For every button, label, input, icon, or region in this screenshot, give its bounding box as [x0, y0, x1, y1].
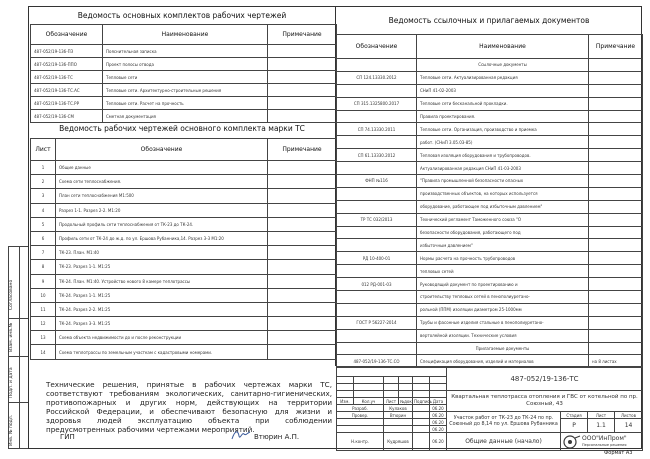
table-cell	[337, 136, 417, 149]
sheets-value: 14	[615, 419, 643, 433]
table-cell	[337, 162, 417, 175]
table-cell: ТР ТС 032/2013	[337, 213, 417, 226]
table-cell: СНиП 41-02-2003	[417, 84, 589, 97]
table-row	[337, 71, 643, 84]
table-row	[337, 316, 643, 329]
table-cell	[589, 149, 643, 162]
table-cell	[337, 342, 417, 355]
table-cell: работ. (СНиП 3.05.03-85)	[417, 136, 589, 149]
table-row	[337, 149, 643, 162]
table-cell	[589, 71, 643, 84]
table-cell	[268, 97, 337, 110]
table-cell	[589, 213, 643, 226]
table-cell: Тепловые сети бесканальной прокладки.	[417, 97, 589, 110]
table-cell	[589, 200, 643, 213]
table-cell	[589, 278, 643, 291]
table-cell: Разрез 1-1. Разрез 2-2. М1:20	[56, 203, 268, 217]
table-cell: 6	[31, 231, 56, 245]
table-row	[337, 136, 643, 149]
stage-header: Лист	[588, 412, 615, 419]
table-cell: 7	[31, 246, 56, 260]
table-row	[337, 252, 643, 265]
table-cell: 487-052/19-136-ТС.РР	[31, 97, 103, 110]
table-row	[337, 200, 643, 213]
table-cell	[589, 252, 643, 265]
table-row	[337, 278, 643, 291]
table-cell	[589, 226, 643, 239]
table-row	[337, 123, 643, 136]
table-cell	[589, 97, 643, 110]
table-cell	[337, 265, 417, 278]
table-cell	[337, 303, 417, 316]
table-cell	[268, 246, 337, 260]
table-cell: ТК-23. План. М1:40	[56, 246, 268, 260]
table-cell	[337, 59, 417, 72]
main-sets-table	[30, 24, 337, 123]
table-cell: Тепловые сети. Архитектурно-строительные решения	[103, 84, 268, 97]
table-cell	[589, 265, 643, 278]
col-kol: Кол.уч	[354, 398, 384, 405]
person-name: Кудряшов	[384, 433, 413, 451]
table-cell	[268, 45, 337, 58]
side-label-agreed: Согласовано	[9, 279, 14, 310]
main-sets-title: Ведомость основных комплектов рабочих чертежей	[77, 11, 287, 20]
table-cell: СП 124.13330.2012	[337, 71, 417, 84]
table-cell: ФНП №116	[337, 175, 417, 188]
table-cell: 12	[31, 317, 56, 331]
table-cell: Нормы расчета на прочность трубопроводов	[417, 252, 589, 265]
table-cell: ТК-23. Разрез 1-1. М1:25	[56, 260, 268, 274]
table-row	[337, 110, 643, 123]
table-cell: безопасности оборудования, работающего под	[417, 226, 589, 239]
table-cell	[337, 226, 417, 239]
person-date: 06.20	[430, 412, 447, 419]
table-cell: ТК-24. Разрез 1-1. М1:25	[56, 288, 268, 302]
table-cell: 487-052/19-136-СМ	[31, 110, 103, 123]
table-cell: 10	[31, 288, 56, 302]
person-date: 06.20	[430, 419, 447, 426]
table-cell	[589, 175, 643, 188]
table-cell: 012 РД-001-03	[337, 278, 417, 291]
table-row	[337, 291, 643, 304]
person-date: 06.20	[430, 433, 447, 451]
table-cell	[589, 316, 643, 329]
table-row	[31, 84, 337, 97]
table-row	[31, 246, 337, 260]
table-cell	[589, 291, 643, 304]
table-row	[31, 110, 337, 123]
table-cell: Технический регламент Таможенного союза "О	[417, 213, 589, 226]
table-row	[337, 329, 643, 342]
gip-name: Втюрин А.П.	[254, 433, 300, 441]
table-cell	[337, 329, 417, 342]
col-header: Примечание	[268, 139, 337, 161]
company-logo	[562, 435, 582, 449]
table-cell	[268, 203, 337, 217]
table-cell: 487-052/19-136-ППО	[31, 58, 103, 71]
table-row	[31, 231, 337, 245]
table-cell: Прилагаемые документы	[417, 342, 589, 355]
table-row	[31, 203, 337, 217]
table-cell	[268, 217, 337, 231]
table-row	[337, 175, 643, 188]
table-cell: Правила проектирования.	[417, 110, 589, 123]
table-cell: Тепловые сети. Актуализированная редакция	[417, 71, 589, 84]
person-role: Н.контр.	[337, 433, 384, 451]
table-cell	[337, 187, 417, 200]
gip-label: ГИП	[60, 433, 75, 441]
table-row	[31, 217, 337, 231]
table-cell: Пояснительная записка	[103, 45, 268, 58]
table-cell: СП 74.13330.2011	[337, 123, 417, 136]
table-cell: Тепловые сети. Организация, производство и приемка	[417, 123, 589, 136]
table-cell	[589, 162, 643, 175]
stage-value: Р	[561, 419, 588, 433]
table-cell: ТК-24. Разрез 2-2. М1:25	[56, 302, 268, 316]
table-cell: Проект полосы отвода	[103, 58, 268, 71]
table-cell	[589, 303, 643, 316]
table-cell: 1	[31, 161, 56, 175]
col-date: Дата	[430, 398, 447, 405]
table-cell	[589, 136, 643, 149]
format-label: Формат А3	[604, 450, 633, 456]
table-cell: Тепловая изоляция оборудования и трубопроводов.	[417, 149, 589, 162]
side-label-sign-date: Подп. и дата	[9, 367, 14, 398]
col-list: Лист	[384, 398, 399, 405]
person-date: 06.20	[430, 405, 447, 412]
table-cell	[268, 175, 337, 189]
table-cell: 487-052/19-136-ТС.АС	[31, 84, 103, 97]
table-cell: Профиль сети от ТК-24 до ж.д. по ул. Ершова Рубанника,14. Разрез 3-3 М1:20	[56, 231, 268, 245]
ref-docs-table	[336, 34, 643, 368]
table-cell	[589, 187, 643, 200]
table-cell	[268, 317, 337, 331]
col-header: Наименование	[103, 25, 268, 45]
table-cell	[268, 189, 337, 203]
table-cell	[337, 291, 417, 304]
title-block	[336, 366, 643, 451]
table-cell: вертолейной изоляции. Технические условия	[417, 329, 589, 342]
table-cell	[589, 342, 643, 355]
table-row	[31, 58, 337, 71]
table-row	[337, 84, 643, 97]
table-cell: Тепловые сети	[103, 71, 268, 84]
table-row	[337, 239, 643, 252]
table-cell: Руководящий документ по проектированию и	[417, 278, 589, 291]
table-row	[31, 175, 337, 189]
table-cell: СП 61.13330.2012	[337, 149, 417, 162]
col-header: Лист	[31, 139, 56, 161]
company-name: ООО"ИнПром"	[582, 434, 627, 442]
side-label-replaced: Взам. инв.№	[9, 322, 14, 352]
table-cell: РД 10-400-01	[337, 252, 417, 265]
sheet-title: Общие данные (начало)	[447, 433, 561, 451]
table-cell: Спецификация оборудования, изделий и материалов	[417, 355, 589, 368]
table-cell: тепловых сетей	[417, 265, 589, 278]
col-header: Обозначение	[337, 35, 417, 59]
table-row	[337, 162, 643, 175]
table-row	[31, 288, 337, 302]
table-row	[337, 59, 643, 72]
table-row	[31, 274, 337, 288]
table-cell: ТК-24. Разрез 3-3. М1:25	[56, 317, 268, 331]
table-cell: Тепловые сети. Расчет на прочность	[103, 97, 268, 110]
table-row	[31, 260, 337, 274]
table-row	[31, 71, 337, 84]
table-cell	[589, 84, 643, 97]
doc-code: 487-052/19-136-ТС	[447, 367, 643, 391]
table-row	[31, 189, 337, 203]
col-header: Обозначение	[56, 139, 268, 161]
work-drawings-table	[30, 138, 337, 360]
work-drawings-title: Ведомость рабочих чертежей основного комплекта марки ТС	[59, 124, 305, 133]
table-cell	[268, 71, 337, 84]
col-header: Обозначение	[31, 25, 103, 45]
table-row	[31, 302, 337, 316]
table-cell: 2	[31, 175, 56, 189]
table-row	[337, 303, 643, 316]
table-cell	[268, 302, 337, 316]
col-header: Примечание	[268, 25, 337, 45]
col-izm: Изм.	[337, 398, 354, 405]
table-cell	[589, 123, 643, 136]
table-row	[31, 161, 337, 175]
part-name: Участок работ от ТК-23 до ТК-24 по пр. Союзный до 8,14 по ул. Ершова Рубанника	[447, 412, 561, 433]
col-sign: Подпись	[414, 398, 432, 404]
table-cell: на 8 листах	[589, 355, 643, 368]
table-cell: 487-052/19-136-ТС	[31, 71, 103, 84]
table-cell	[589, 59, 643, 72]
table-cell: рольной (ППМ) изоляции диаметром 25-1000мм	[417, 303, 589, 316]
table-row	[337, 97, 643, 110]
table-cell	[268, 345, 337, 359]
table-cell: 8	[31, 260, 56, 274]
table-row	[31, 317, 337, 331]
person-name: Кулаков	[384, 405, 413, 412]
table-cell: Схема объекта недвижимости до и после реконструкции	[56, 331, 268, 345]
table-cell	[268, 110, 337, 123]
table-cell: Трубы и фасонные изделия стальные в пенополиуретано-	[417, 316, 589, 329]
table-cell	[268, 84, 337, 97]
table-cell: 14	[31, 345, 56, 359]
table-cell: ГОСТ Р 56227-2014	[337, 316, 417, 329]
table-cell: 4	[31, 203, 56, 217]
table-cell	[337, 110, 417, 123]
table-cell	[268, 274, 337, 288]
table-cell	[268, 260, 337, 274]
compliance-note: Технические решения, принятые в рабочих чертежах марки ТС, соответствуют требованиям экологических, санитарно-гигиенических, противопожарных и других норм, действующих на территории Российской Федерации, и обеспечивают безопасную для жизни и здоровья людей эксплуатацию объекта при соблюдении предусмотренных рабочими чертежами мероприятий.	[46, 380, 332, 434]
table-cell	[268, 331, 337, 345]
table-row	[31, 97, 337, 110]
table-cell: производственных объектов, на которых используется	[417, 187, 589, 200]
table-row	[31, 331, 337, 345]
object-name: Квартальная теплотрасса отопления и ГВС от котельной по пр. Союзный, 43	[447, 391, 643, 412]
table-cell: 11	[31, 302, 56, 316]
table-cell: Общие данные	[56, 161, 268, 175]
stage-header: Стадия	[561, 412, 588, 419]
sheet-value: 1.1	[588, 419, 615, 433]
table-cell: План сети теплоснабжения М1:500	[56, 189, 268, 203]
table-cell: строительству тепловых сетей в пенополиуретано-	[417, 291, 589, 304]
col-header: Примечание	[589, 35, 643, 59]
table-cell	[337, 239, 417, 252]
table-cell	[268, 288, 337, 302]
table-row	[337, 265, 643, 278]
table-cell	[589, 329, 643, 342]
table-cell: 5	[31, 217, 56, 231]
table-cell: СП 315.1325800.2017	[337, 97, 417, 110]
signature-image	[230, 428, 252, 442]
table-cell: 487-052/19-136-ПЗ	[31, 45, 103, 58]
stage-header: Листов	[615, 412, 643, 419]
table-cell	[268, 161, 337, 175]
table-cell: избыточным давлением"	[417, 239, 589, 252]
table-cell	[268, 231, 337, 245]
table-row	[337, 187, 643, 200]
table-cell: 487-052/19-136-ТС.СО	[337, 355, 417, 368]
table-cell	[268, 58, 337, 71]
table-cell: "Правила промышленной безопасности опасных	[417, 175, 589, 188]
table-cell: оборудование, работающее под избыточным давлением"	[417, 200, 589, 213]
table-row	[337, 226, 643, 239]
table-cell	[337, 84, 417, 97]
table-cell: Схема теплотрассы по земельным участкам с кадастровыми номерами.	[56, 345, 268, 359]
table-row	[31, 45, 337, 58]
table-row	[337, 342, 643, 355]
table-cell: Актуализированная редакция СНиП 41-03-2003	[417, 162, 589, 175]
col-ndoc: №док	[400, 398, 412, 404]
ref-docs-title: Ведомость ссылочных и прилагаемых документов	[388, 16, 590, 25]
table-cell: 3	[31, 189, 56, 203]
company-subtitle: Персональные решения	[582, 442, 627, 447]
table-cell: Ссылочные документы	[417, 59, 589, 72]
side-label-inventory: Инв. № подл.	[9, 414, 14, 446]
person-role: Разраб.	[337, 405, 384, 412]
person-role: Провер.	[337, 412, 384, 419]
table-cell: Схема сети теплоснабжения.	[56, 175, 268, 189]
table-cell	[337, 200, 417, 213]
table-row	[31, 345, 337, 359]
table-cell: 9	[31, 274, 56, 288]
table-cell: Продольный профиль сети теплоснабжения от ТК-23 до ТК-24.	[56, 217, 268, 231]
table-cell	[589, 239, 643, 252]
table-cell: Сметная документация	[103, 110, 268, 123]
col-header: Наименование	[417, 35, 589, 59]
table-row	[337, 213, 643, 226]
person-date: 06.20	[430, 426, 447, 433]
table-cell: ТК-24. План. М1:40. Устройство нового 8 камере теплотрассы	[56, 274, 268, 288]
table-cell: 13	[31, 331, 56, 345]
person-name: Втюрин	[384, 412, 413, 419]
table-cell	[589, 110, 643, 123]
